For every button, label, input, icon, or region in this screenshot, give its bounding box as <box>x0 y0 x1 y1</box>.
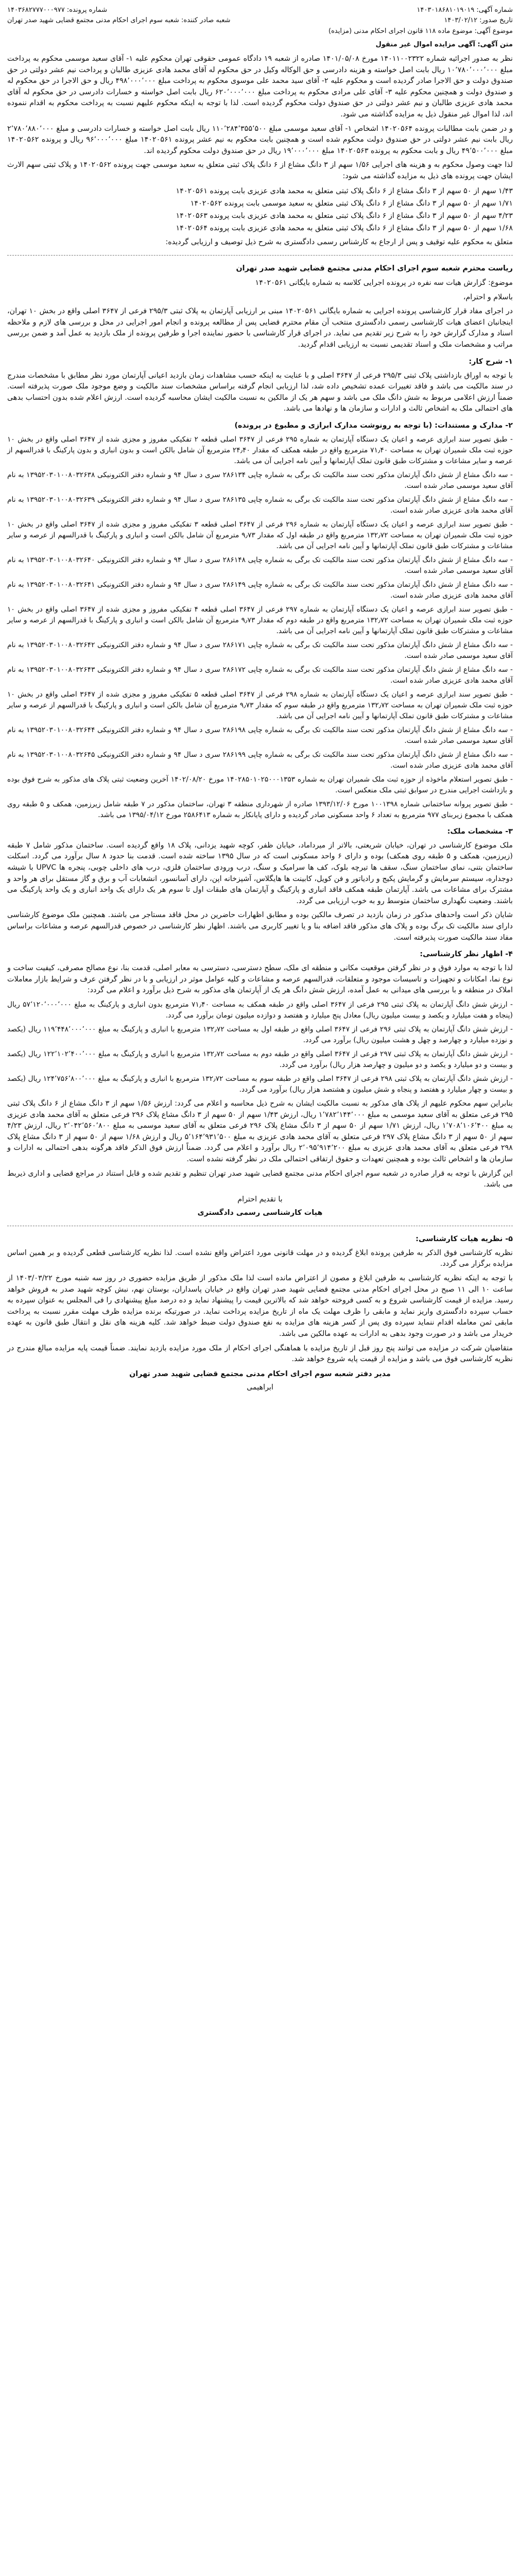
document-item: - سه دانگ مشاع از شش دانگ آپارتمان مذکور تحت سند مالکیت تک برگی به شماره چاپی ۲۸۶۱۳۴ سری د سال ۹۴ و شماره دفتر الکترونیکی ۱۳۹۵۲۰۳۰۱۰۰۸۰۳۲۶۳۸ به نام آقای سعید موسمی صادر شده است. <box>7 470 513 490</box>
report-title: ریاست محترم شعبه سوم اجرای احکام مدنی مجتمع قضایی شهید صدر تهران <box>236 264 513 273</box>
ad-text-title: متن آگهی: آگهی مزایده اموال غیر منقول <box>375 41 513 48</box>
shares-list <box>7 185 513 234</box>
document-item: - طبق تصویر سند ابرازی عرصه و اعیان یک دستگاه آپارتمان به شماره ۲۹۷ فرعی از ۳۶۴۷ اصلی قطعه ۴ تفکیکی مفروز و مجزی شده از ۳۶۴۷ اصلی واقع در بخش ۱۰ حوزه ثبت ملک شمیران تهران به مساحت ۱۳۲٫۷۲ مترمربع واقع در طبقه دوم که مقدار ۹٫۷۳ مترمربع آن شامل بالکن است و انباری و پارکینگ با قدرالسهم از عرصه و سایر مشاعات و مشترکات طبق قانون تملک آپارتمانها و آیین نامه اجرایی آن می باشد. <box>7 605 513 635</box>
ad-number: شماره آگهی: ۱۴۰۳۰۱۸۶۸۱۰۱۹۰۱۹ <box>417 6 513 14</box>
divider <box>7 255 513 256</box>
document-item: - سه دانگ مشاع از شش دانگ آپارتمان مذکور تحت سند مالکیت تک برگی به شماره چاپی ۲۸۶۱۹۸ سری د سال ۹۴ و شماره دفتر الکترونیکی ۱۳۹۵۲۰۳۰۱۰۰۸۰۳۲۶۴۴ به نام آقای سعید موسمی صادر شده است. <box>7 725 513 745</box>
subject-line: موضوع آگهی: موضوع ماده ۱۱۸ قانون اجرای احکام مدنی (مزایده) <box>328 27 513 35</box>
paragraph-shares-intro: لذا جهت وصول محکوم به و هزینه های اجرایی ۱/۵۶ سهم از ۳ دانگ مشاع از ۶ دانگ پلاک ثبتی متعلق به سعید موسمی جهت پرونده ۱۴۰۲۰۵۶۲ و پلاک ثبتی سهم الارث ایشان جهت پرونده های ذیل به مزایده گذاشته می شود: <box>7 161 513 180</box>
report-subject: موضوع: گزارش هیات سه نفره در پرونده اجرایی کلاسه به شماره بایگانی ۱۴۰۲۰۵۶۱ <box>255 279 513 287</box>
documents-list <box>7 434 513 821</box>
section-scope-heading: ۱- شرح کار: <box>469 357 513 366</box>
paragraph-final-opinion: نظریه کارشناسی فوق الذکر به طرفین پرونده ابلاغ گردیده و در مهلت قانونی مورد اعتراض واقع نشده است. لذا نظریه کارشناسی قطعی گردیده و بر همین اساس مزایده برگزار می گردد. <box>7 1248 513 1268</box>
document-item: - سه دانگ مشاع از شش دانگ آپارتمان مذکور تحت سند مالکیت تک برگی به شماره چاپی ۲۸۶۱۳۵ سری د سال ۹۴ و شماره دفتر الکترونیکی ۱۳۹۵۲۰۳۰۱۰۰۸۰۳۲۶۳۹ به نام آقای محمد هادی عزیزی صادر شده است. <box>7 495 513 515</box>
document-item: - سه دانگ مشاع از شش دانگ آپارتمان مذکور تحت سند مالکیت تک برگی به شماره چاپی ۲۸۶۱۷۲ سری د سال ۹۴ و شماره دفتر الکترونیکی ۱۳۹۵۲۰۳۰۱۰۰۸۰۳۲۶۴۳ به نام آقای محمد هادی عزیزی صادر شده است. <box>7 665 513 685</box>
document-item: - سه دانگ مشاع از شش دانگ آپارتمان مذکور تحت سند مالکیت تک برگی به شماره چاپی ۲۸۶۱۷۱ سری د سال ۹۴ و شماره دفتر الکترونیکی ۱۳۹۵۲۰۳۰۱۰۰۸۰۳۲۶۴۲ به نام آقای سعید موسمی صادر شده است. <box>7 640 513 660</box>
valuation-item: - ارزش شش دانگ آپارتمان به پلاک ثبتی ۲۹۷ فرعی از ۳۶۴۷ اصلی واقع در طبقه دوم به مساحت ۱۳۲٫۷۲ مترمربع با انباری و پارکینگ به مبلغ ۱۲۲٬۱۰۲٬۴۰۰٬۰۰۰ ریال (یکصد و بیست و دو میلیارد و یکصد و دو میلیون و چهارصد هزار ریال) برآورد می گردد. <box>7 1050 513 1069</box>
document-item: - سه دانگ مشاع از شش دانگ آپارتمان مذکور تحت سند مالکیت تک برگی به شماره چاپی ۲۸۶۱۴۹ سری د سال ۹۴ و شماره دفتر الکترونیکی ۱۳۹۵۲۰۳۰۱۰۰۸۰۳۲۶۴۱ به نام آقای محمد هادی عزیزی صادر شده است. <box>7 580 513 600</box>
document-item: - طبق تصویر پروانه ساختمانی شماره ۱۰۰۱۳۹۸ مورخ ۱۳۹۳/۱۲/۰۶ صادره از شهرداری منطقه ۳ تهران، ساختمان مذکور در ۷ طبقه شامل زیرزمین، همکف و ۵ طبقه روی همکف با مجموع زیربنای ۹۷۷ مترمربع به تعداد ۶ واحد مسکونی صادر گردیده و دارای پایانکار به شماره ۲۵۸۶۴۱۳ مورخ ۱۳۹۵/۰۴/۱۲ می باشد. <box>7 800 513 819</box>
experts-signature: هیات کارشناسی رسمی دادگستری <box>197 1208 323 1217</box>
experts-closing: با تقدیم احترام <box>237 1195 283 1204</box>
issue-date: تاریخ صدور: ۱۴۰۳/۰۲/۱۲ <box>444 16 513 24</box>
paragraph-intro: نظر به صدور اجرائیه شماره ۱۴۰۱۱۰۰۲۳۲۲ مورخ ۱۴۰۱/۰۵/۰۸ صادره از شعبه ۱۹ دادگاه عمومی حقوقی تهران محکوم علیه ۱- آقای سعید موسمی محکوم به پرداخت مبلغ ۱۰٬۷۸۰٬۰۰۰٬۰۰۰ ریال بابت اصل خواسته و هزینه دادرسی و حق الوکاله وکیل در حق محکوم له آقای محمد هادی عزیزی طالبان و پرداخت نیم عشر دولتی در حق صندوق دولت و حق الاجرا صادر گردیده است و محکوم علیه ۲- آقای سید محمد علی موسوی محکوم به پرداخت مبلغ ۴۹۸٬۰۰۰٬۰۰۰ ریال و حق الاجرا در حق محکوم له و صندوق دولت و همچنین محکوم علیه ۳- آقای علی مرادی محکوم به پرداخت مبلغ ۶۲۰٬۰۰۰٬۰۰۰ ریال بابت اصل خواسته و خسارات دادرسی در حق محکوم له آقای محمد هادی عزیزی طالبان و نیم عشر دولتی در حق صندوق دولت محکوم گردیده است. لذا با توجه به اینکه محکوم علیهم نسبت به پرداخت محکوم به اقدام ننموده اند، لذا اموال غیر منقول ذیل به مزایده گذاشته می شود. <box>7 55 513 118</box>
office-signature-name: ابراهیمی <box>247 1383 273 1392</box>
notice-header-right <box>417 5 513 26</box>
document-item: - طبق تصویر سند ابرازی عرصه و اعیان یک دستگاه آپارتمان به شماره ۲۹۵ فرعی از ۳۶۴۷ اصلی قطعه ۲ تفکیکی مفروز و مجزی شده از ۳۶۴۷ اصلی واقع در بخش ۱۰ حوزه ثبت ملک شمیران تهران به مساحت ۷۱٫۴۰ مترمربع واقع در طبقه همکف که مقدار ۲۴٫۴۰ مترمربع آن شامل بالکن است و بدون انباری و بدون پارکینگ با قدرالسهم از عرصه و سایر مشاعات و مشترکات طبق قانون تملک آپارتمانها و آیین نامه اجرایی آن می باشد. <box>7 435 513 465</box>
case-number: شماره پرونده: ۱۴۰۳۶۸۲۷۷۷۰۰۰۹۷۷ <box>7 6 108 14</box>
section-documents-heading: ۲- مدارک و مستندات: (با توجه به رونوشت مدارک ابرازی و مطبوع در پرونده) <box>234 421 513 430</box>
paragraph-auction-terms: با توجه به اینکه نظریه کارشناسی به طرفین ابلاغ و مصون از اعتراض مانده است لذا ملک مذکور از طریق مزایده حضوری در روز سه شنبه مورخ ۱۴۰۳/۰۳/۲۲ از ساعت ۱۰ الی ۱۱ صبح در محل اجرای احکام مدنی مجتمع قضایی شهید صدر تهران واقع در خیابان پاسداران، بوستان نهم، نبش کوچه شهید صدر به فروش خواهد رسید. مزایده از قیمت کارشناسی شروع و به کسی فروخته خواهد شد که بالاترین قیمت را پیشنهاد نماید و ده درصد مبلغ پیشنهادی را فی المجلس به عنوان سپرده به حساب سپرده دادگستری واریز نماید و مابقی را ظرف مهلت یک ماه از تاریخ مزایده پرداخت نماید. در صورتیکه برنده مزایده ظرف مهلت مقرر نسبت به پرداخت مابقی ثمن معامله اقدام ننماید سپرده وی پس از کسر هزینه های مزایده به نفع صندوق دولت ضبط خواهد شد. کلیه هزینه های نقل و انتقال طبق قانون به عهده خریدار می باشد و در صورت وجود بدهی به ادارات به عهده مالکین می باشد. <box>7 1274 513 1338</box>
paragraph-scope: با توجه به اوراق بازداشتی پلاک ثبتی ۲۹۵/۳ فرعی از ۳۶۴۷ اصلی و با عنایت به اینکه حسب مشاهدات زمان بازدید اعیانی آپارتمان مورد نظر مطابق با مشخصات مندرج در سند مالکیت می باشد و فاقد تغییرات عمده تشخیص داده شد، لذا ارزیابی انجام گرفته براساس مشخصات سند مالکیت و وضع موجود ملک صورت پذیرفته است. ضمناً ارزش اعلامی مربوط به شش دانگ ملک می باشد و سهم هر یک از مالکین به نسبت مالکیت ایشان محاسبه گردیده است. ارزش اعلام شده بدون احتساب بدهی های احتمالی ملک به اشخاص ثالث و ادارات و سازمان ها و نهادها می باشد. <box>7 371 513 413</box>
paragraph-shares-value: بنابراین سهم محکوم علیهم از پلاک های مذکور به نسبت مالکیت ایشان به شرح ذیل محاسبه و اعلام می گردد: ارزش ۱/۵۶ سهم از ۳ دانگ مشاع از ۶ دانگ پلاک ثبتی ۲۹۵ فرعی متعلق به آقای سعید موسمی به مبلغ ۱٬۷۸۲٬۱۴۴٬۰۰۰ ریال، ارزش ۱/۴۳ سهم از ۵۰ سهم از ۳ دانگ مشاع پلاک ۲۹۶ فرعی متعلق به آقای محمد هادی عزیزی به مبلغ ۱٬۷۰۸٬۱۰۶٬۴۰۰ ریال، ارزش ۱/۷۱ سهم از ۵۰ سهم از ۳ دانگ مشاع پلاک ۲۹۶ فرعی متعلق به آقای سعید موسمی به مبلغ ۲٬۰۴۲٬۵۶۰٬۸۰۰ ریال، ارزش ۴/۲۳ سهم از ۵۰ سهم از ۳ دانگ مشاع پلاک ۲۹۷ فرعی متعلق به آقای محمد هادی عزیزی به مبلغ ۵٬۱۶۴٬۹۳۱٬۵۰۰ ریال و ارزش ۱/۶۸ سهم از ۵۰ سهم از ۳ دانگ مشاع پلاک ۲۹۸ فرعی متعلق به آقای محمد هادی عزیزی به مبلغ ۲٬۰۹۵٬۹۱۴٬۲۰۰ ریال برآورد و اعلام می گردد. ضمناً ارزش فوق الذکر فاقد هرگونه بدهی احتمالی به ادارات و سازمان ها و اشخاص ثالث بوده و همچنین تعهدات و حقوق ارتفاقی احتمالی ملک در نظر گرفته نشده است. <box>7 1099 513 1163</box>
paragraph-report-closing: این گزارش با توجه به قرار صادره در شعبه سوم اجرای احکام مدنی مجتمع قضایی شهید صدر تهران تنظیم و تقدیم شده و قابل استناد در مراجع قضایی و اداری ذیربط می باشد. <box>7 1169 513 1189</box>
document-item: - سه دانگ مشاع از شش دانگ آپارتمان مذکور تحت سند مالکیت تک برگی به شماره چاپی ۲۸۶۱۹۹ سری د سال ۹۴ و شماره دفتر الکترونیکی ۱۳۹۵۲۰۳۰۱۰۰۸۰۳۲۶۴۵ به نام آقای محمد هادی عزیزی صادر شده است. <box>7 750 513 770</box>
notice-header <box>7 5 513 26</box>
paragraph-property: ملک موضوع کارشناسی در تهران، خیابان شریعتی، بالاتر از میرداماد، خیابان ظفر، کوچه شهید یزدانی، پلاک ۱۸ واقع گردیده است. ساختمان مذکور شامل ۷ طبقه (زیرزمین، همکف و ۵ طبقه روی همکف) بوده و دارای ۶ واحد مسکونی است که در سال ۱۳۹۵ ساخته شده است. قدمت بنا حدود ۸ سال برآورد می گردد. اسکلت ساختمان بتنی، نمای ساختمان سنگ، سقف ها تیرچه بلوک، کف ها سرامیک و سنگ، درب ورودی ساختمان فلزی، درب های داخلی چوبی، پنجره ها UPVC با شیشه دوجداره، سیستم سرمایش و گرمایش پکیج و رادیاتور و فن کویل، کابینت ها هایگلاس، آشپزخانه اپن، دارای آسانسور، انشعابات آب و برق و گاز مستقل برای هر واحد و مشترک برای مشاعات می باشد. آپارتمان طبقه همکف فاقد انباری و پارکینگ و آپارتمان های طبقات اول تا سوم هر یک دارای یک واحد انباری و یک واحد پارکینگ می باشند. وضعیت نگهداری ساختمان متوسط رو به خوب ارزیابی می گردد. <box>7 841 513 905</box>
paragraph-seizure: متعلق به محکوم علیه توقیف و پس از ارجاع به کارشناس رسمی دادگستری به شرح ذیل توصیف و ارزیابی گردیده: <box>165 238 513 246</box>
section-opinion-heading: ۴- اظهار نظر کارشناسی: <box>420 950 513 959</box>
office-signature-title: مدیر دفتر شعبه سوم اجرای احکام مدنی مجتمع قضایی شهید صدر تهران <box>129 1369 391 1378</box>
valuation-list <box>7 999 513 1095</box>
section-final-heading: ۵- نظریه هیات کارشناسی: <box>415 1234 513 1243</box>
shares-list-item: ۱/۷۱ سهم از ۵۰ سهم از ۳ دانگ مشاع از ۶ دانگ پلاک ثبتی متعلق به سعید موسمی بابت پرونده ۱۴۰۲۰۵۶۲ <box>190 199 513 208</box>
valuation-item: - ارزش شش دانگ آپارتمان به پلاک ثبتی ۲۹۸ فرعی از ۳۶۴۷ اصلی واقع در طبقه سوم به مساحت ۱۳۲٫۷۲ مترمربع با انباری و پارکینگ به مبلغ ۱۲۴٬۷۵۶٬۸۰۰٬۰۰۰ ریال (یکصد و بیست و چهار میلیارد و هفتصد و پنجاه و شش میلیون و هشتصد هزار ریال) برآورد می گردد. <box>7 1075 513 1094</box>
document-item: - طبق تصویر سند ابرازی عرصه و اعیان یک دستگاه آپارتمان به شماره ۲۹۶ فرعی از ۳۶۴۷ اصلی قطعه ۳ تفکیکی مفروز و مجزی شده از ۳۶۴۷ اصلی واقع در بخش ۱۰ حوزه ثبت ملک شمیران تهران به مساحت ۱۳۲٫۷۲ مترمربع واقع در طبقه اول که مقدار ۹٫۷۳ مترمربع آن شامل بالکن است و انباری و پارکینگ با قدرالسهم از عرصه و سایر مشاعات و مشترکات طبق قانون تملک آپارتمانها و آیین نامه اجرایی آن می باشد. <box>7 520 513 550</box>
shares-list-item: ۴/۲۳ سهم از ۵۰ سهم از ۳ دانگ مشاع از ۶ دانگ پلاک ثبتی متعلق به محمد هادی عزیزی بابت پرونده ۱۴۰۲۰۵۶۳ <box>176 211 513 220</box>
valuation-item: - ارزش شش دانگ آپارتمان به پلاک ثبتی ۲۹۶ فرعی از ۳۶۴۷ اصلی واقع در طبقه اول به مساحت ۱۳۲٫۷۲ مترمربع با انباری و پارکینگ به مبلغ ۱۱۹٬۴۴۸٬۰۰۰٬۰۰۰ ریال (یکصد و نوزده میلیارد و چهارصد و چهل و هشت میلیون ریال) برآورد می گردد. <box>7 1025 513 1044</box>
paragraph-visit-terms: متقاضیان شرکت در مزایده می توانند پنج روز قبل از تاریخ مزایده با هماهنگی اجرای احکام از ملک مورد مزایده بازدید نمایند. ضمناً قیمت پایه مزایده مبالغ مندرج در نظریه کارشناسی فوق می باشد و مزایده از قیمت پایه شروع خواهد شد. <box>7 1344 513 1364</box>
report-salutation: باسلام و احترام، <box>463 293 513 302</box>
valuation-item: - ارزش شش دانگ آپارتمان به پلاک ثبتی ۲۹۵ فرعی از ۳۶۴۷ اصلی واقع در طبقه همکف به مساحت ۷۱٫۴۰ مترمربع بدون انباری و پارکینگ به مبلغ ۵۷٬۱۲۰٬۰۰۰٬۰۰۰ ریال (پنجاه و هفت میلیارد و یکصد و بیست میلیون ریال) معادل پنج میلیارد و هفتصد و دوازده میلیون تومان برآورد می گردد. <box>7 1001 513 1020</box>
document-item: - طبق تصویر استعلام ماخوذه از حوزه ثبت ملک شمیران تهران به شماره ۱۴۰۲۸۵۰۱۰۲۵۰۰۰۱۳۵۳ مورخ ۱۴۰۲/۰۸/۲۰ آخرین وضعیت ثبتی پلاک های مذکور به شرح فوق بوده و بازداشت اجرایی مندرج در سوابق ثبتی ملک منعکس است. <box>7 775 513 794</box>
paragraph-claims: و در ضمن بابت مطالبات پرونده ۱۴۰۲۰۵۶۴ اشخاص ۱- آقای سعید موسمی مبلغ ۱۱۰٬۲۸۴٬۳۵۵٬۵۰۰ ریال بابت اصل خواسته و خسارات دادرسی و مبلغ ۲٬۷۸۰٬۸۸۰٬۰۰۰ ریال بابت نیم عشر دولتی در حق صندوق دولت محکوم شده است و همچنین بابت محکوم به نیم عشر پرونده ۱۴۰۲۰۵۶۱ مبلغ ۹۶٬۰۰۰٬۰۰۰ ریال و پرونده ۱۴۰۲۰۵۶۲ مبلغ ۴۹٬۵۰۰٬۰۰۰ ریال و بابت محکوم به پرونده ۱۴۰۲۰۵۶۳ مبلغ ۱۹٬۰۰۰٬۰۰۰ ریال در حق صندوق دولت محکوم گردیده اند. <box>7 124 513 155</box>
paragraph-occupancy: شایان ذکر است واحدهای مذکور در زمان بازدید در تصرف مالکین بوده و مطابق اظهارات حاضرین در محل فاقد مستاجر می باشند. همچنین ملک موضوع کارشناسی دارای سند مالکیت تک برگ بوده و پلاک های مذکور فاقد اضافه بنا و یا تغییر کاربری می باشند. اظهار نظر کارشناسی در خصوص قدرالسهم عرصه و مشاعات براساس مفاد سند مالکیت صورت پذیرفته است. <box>7 911 513 942</box>
section-property-heading: ۳- مشخصات ملک: <box>447 827 513 836</box>
shares-list-item: ۱/۶۸ سهم از ۵۰ سهم از ۳ دانگ مشاع از ۶ دانگ پلاک ثبتی متعلق به محمد هادی عزیزی بابت پرونده ۱۴۰۲۰۵۶۴ <box>176 224 513 232</box>
paragraph-opinion: لذا با توجه به موارد فوق و در نظر گرفتن موقعیت مکانی و منطقه ای ملک، سطح دسترسی، دسترسی به معابر اصلی، قدمت بنا، نوع مصالح مصرفی، کیفیت ساخت و نوع نما، امکانات و تجهیزات و تاسیسات موجود و متعلقات، قدرالسهم عرصه و مشاعات و کلیه عوامل موثر در ارزیابی و با در نظر گرفتن عرف و شرایط بازار معاملات املاک در منطقه و با بررسی های میدانی به عمل آمده، ارزش شش دانگ هر یک از آپارتمان های مذکور به شرح ذیل برآورد و اعلام می گردد: <box>7 964 513 995</box>
issuer: شعبه صادر کننده: شعبه سوم اجرای احکام مدنی مجتمع قضایی شهید صدر تهران <box>7 16 231 24</box>
shares-list-item: ۱/۴۳ سهم از ۵۰ سهم از ۳ دانگ مشاع از ۶ دانگ پلاک ثبتی متعلق به محمد هادی عزیزی بابت پرونده ۱۴۰۲۰۵۶۱ <box>176 187 513 195</box>
paragraph-report-intro: در اجرای مفاد قرار کارشناسی پرونده اجرایی به شماره بایگانی ۱۴۰۲۰۵۶۱ مبنی بر ارزیابی آپارتمان به پلاک ثبتی ۲۹۵/۳ فرعی از ۳۶۴۷ اصلی واقع در بخش ۱۰ تهران، اینجانبان اعضای هیات کارشناسی رسمی دادگستری منتخب آن مقام محترم قضایی پس از مطالعه پرونده و انجام امور اجرایی در محل و بررسی های لازم و ملاحظه اسناد و مدارک گزارش خود را به شرح زیر تقدیم می نماید. در اجرای قرار کارشناسی با حضور نماینده اجرا و طرفین پرونده از ملک بازدید به عمل آمد و ضمن بررسی مراتب و مشخصات ملک و اسناد تقدیمی نسبت به ارزیابی اقدام گردید. <box>7 307 513 349</box>
notice-header-left <box>7 5 231 26</box>
document-item: - طبق تصویر سند ابرازی عرصه و اعیان یک دستگاه آپارتمان به شماره ۲۹۸ فرعی از ۳۶۴۷ اصلی قطعه ۵ تفکیکی مفروز و مجزی شده از ۳۶۴۷ اصلی واقع در بخش ۱۰ حوزه ثبت ملک شمیران تهران به مساحت ۱۳۲٫۷۲ مترمربع واقع در طبقه سوم که مقدار ۹٫۷۳ مترمربع آن شامل بالکن است و انباری و پارکینگ با قدرالسهم از عرصه و سایر مشاعات و مشترکات طبق قانون تملک آپارتمانها و آیین نامه اجرایی آن می باشد. <box>7 690 513 720</box>
document-item: - سه دانگ مشاع از شش دانگ آپارتمان مذکور تحت سند مالکیت تک برگی به شماره چاپی ۲۸۶۱۴۸ سری د سال ۹۴ و شماره دفتر الکترونیکی ۱۳۹۵۲۰۳۰۱۰۰۸۰۳۲۶۴۰ به نام آقای سعید موسمی صادر شده است. <box>7 555 513 575</box>
